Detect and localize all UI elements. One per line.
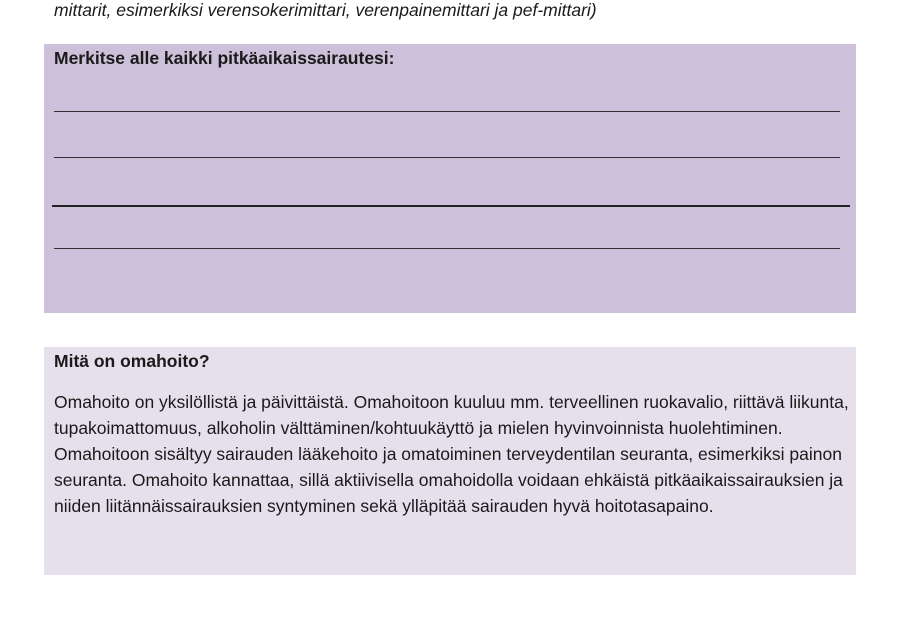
write-in-line-2[interactable] <box>54 157 840 158</box>
write-in-line-3[interactable] <box>52 205 850 207</box>
self-care-paragraph: Omahoito on yksilöllistä ja päivittäistä. Omahoitoon kuuluu mm. terveellinen ruokavalio, riittävä liikunta, tupakoimattomuus, alkoholin välttäminen/kohtuukäyttö ja mielen hyvinvoinnista huolehtiminen. Omahoitoon sisältyy sairauden lääkehoito ja omatoiminen terveydentilan seuranta, esimerkiksi painon seuranta. Omahoito kannattaa, sillä aktiivisella omahoidolla voidaan ehkäistä pitkäaikaissairauksien ja niiden liitännäissairauksien syntyminen sekä ylläpitää sairauden hyvä hoitotasapaino. <box>54 392 849 516</box>
self-care-heading: Mitä on omahoito? <box>54 351 210 371</box>
chronic-diseases-heading: Merkitse alle kaikki pitkäaikaissairautesi: <box>54 48 395 68</box>
intro-text: mittarit, esimerkiksi verensokerimittari, verenpainemittari ja pef-mittari) <box>54 0 597 20</box>
write-in-line-1[interactable] <box>54 111 840 112</box>
self-care-box <box>44 347 856 575</box>
chronic-diseases-box <box>44 44 856 313</box>
write-in-line-4[interactable] <box>54 248 840 249</box>
